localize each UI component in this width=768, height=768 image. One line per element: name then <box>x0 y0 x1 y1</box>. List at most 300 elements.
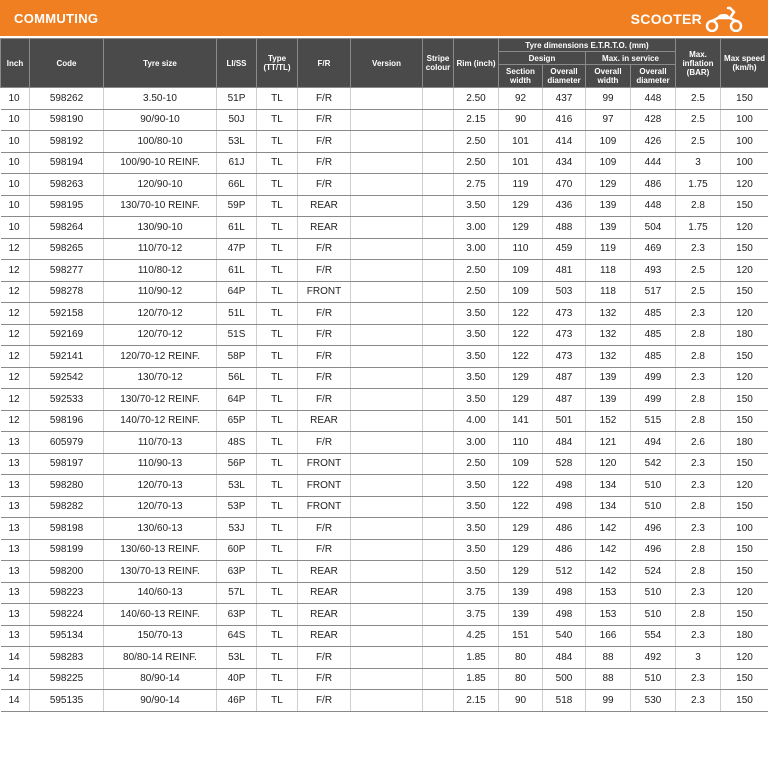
cell-version <box>351 281 423 303</box>
cell-overall-diameter-service: 510 <box>631 668 676 690</box>
cell-fr: REAR <box>298 625 351 647</box>
cell-overall-width: 119 <box>586 238 631 260</box>
header-dimensions: Tyre dimensions E.T.R.T.O. (mm) <box>499 39 676 52</box>
cell-max-inflation: 2.3 <box>676 475 721 497</box>
cell-type: TL <box>257 432 298 454</box>
table-row <box>1 88 768 110</box>
cell-rim: 2.50 <box>454 88 499 110</box>
header-section-width: Section width <box>499 65 543 88</box>
cell-max-inflation: 2.8 <box>676 195 721 217</box>
cell-overall-diameter: 498 <box>543 475 586 497</box>
cell-version <box>351 432 423 454</box>
cell-section-width: 129 <box>499 217 543 239</box>
cell-max-speed: 150 <box>721 539 768 561</box>
cell-overall-width: 88 <box>586 668 631 690</box>
cell-overall-diameter-service: 485 <box>631 303 676 325</box>
cell-code: 598194 <box>30 152 104 174</box>
header-code: Code <box>30 39 104 88</box>
cell-code: 598195 <box>30 195 104 217</box>
tyre-table <box>0 38 768 712</box>
cell-type: TL <box>257 303 298 325</box>
cell-li-ss: 63P <box>217 604 257 626</box>
cell-section-width: 119 <box>499 174 543 196</box>
cell-max-inflation: 2.5 <box>676 109 721 131</box>
cell-max-speed: 120 <box>721 647 768 669</box>
cell-inch: 12 <box>1 281 30 303</box>
cell-overall-diameter-service: 510 <box>631 496 676 518</box>
cell-code: 592169 <box>30 324 104 346</box>
cell-version <box>351 625 423 647</box>
cell-max-inflation: 2.8 <box>676 539 721 561</box>
cell-rim: 3.50 <box>454 389 499 411</box>
header-rim: Rim (inch) <box>454 39 499 88</box>
cell-stripe <box>423 131 454 153</box>
cell-tyre-size: 3.50-10 <box>104 88 217 110</box>
cell-overall-diameter-service: 469 <box>631 238 676 260</box>
cell-section-width: 80 <box>499 647 543 669</box>
table-row <box>1 131 768 153</box>
cell-section-width: 129 <box>499 539 543 561</box>
cell-fr: F/R <box>298 346 351 368</box>
cell-stripe <box>423 152 454 174</box>
cell-overall-width: 129 <box>586 174 631 196</box>
table-row <box>1 389 768 411</box>
table-row <box>1 561 768 583</box>
cell-section-width: 129 <box>499 389 543 411</box>
cell-overall-width: 139 <box>586 367 631 389</box>
cell-li-ss: 56L <box>217 367 257 389</box>
cell-section-width: 129 <box>499 195 543 217</box>
cell-li-ss: 64P <box>217 281 257 303</box>
cell-code: 605979 <box>30 432 104 454</box>
cell-section-width: 122 <box>499 303 543 325</box>
cell-overall-width: 142 <box>586 561 631 583</box>
cell-section-width: 101 <box>499 152 543 174</box>
table-row <box>1 281 768 303</box>
cell-tyre-size: 120/70-13 <box>104 475 217 497</box>
cell-section-width: 122 <box>499 346 543 368</box>
cell-max-inflation: 2.8 <box>676 324 721 346</box>
cell-li-ss: 47P <box>217 238 257 260</box>
cell-code: 598277 <box>30 260 104 282</box>
cell-tyre-size: 120/70-12 <box>104 324 217 346</box>
cell-rim: 2.50 <box>454 453 499 475</box>
cell-code: 598283 <box>30 647 104 669</box>
cell-fr: F/R <box>298 389 351 411</box>
cell-fr: F/R <box>298 690 351 712</box>
cell-type: TL <box>257 625 298 647</box>
cell-overall-diameter-service: 426 <box>631 131 676 153</box>
cell-overall-diameter-service: 530 <box>631 690 676 712</box>
cell-li-ss: 61J <box>217 152 257 174</box>
cell-li-ss: 51L <box>217 303 257 325</box>
table-row <box>1 582 768 604</box>
cell-li-ss: 64S <box>217 625 257 647</box>
cell-rim: 3.50 <box>454 475 499 497</box>
cell-fr: REAR <box>298 604 351 626</box>
cell-inch: 12 <box>1 260 30 282</box>
cell-overall-width: 132 <box>586 324 631 346</box>
cell-overall-width: 132 <box>586 303 631 325</box>
category-title: COMMUTING <box>14 11 99 26</box>
cell-stripe <box>423 432 454 454</box>
table-row <box>1 109 768 131</box>
cell-overall-diameter: 501 <box>543 410 586 432</box>
cell-stripe <box>423 238 454 260</box>
cell-inch: 12 <box>1 410 30 432</box>
cell-stripe <box>423 324 454 346</box>
table-row <box>1 217 768 239</box>
cell-section-width: 109 <box>499 453 543 475</box>
cell-max-speed: 150 <box>721 668 768 690</box>
cell-overall-diameter: 473 <box>543 303 586 325</box>
cell-tyre-size: 140/70-12 REINF. <box>104 410 217 432</box>
cell-type: TL <box>257 217 298 239</box>
cell-fr: F/R <box>298 152 351 174</box>
cell-overall-width: 166 <box>586 625 631 647</box>
cell-max-inflation: 2.3 <box>676 238 721 260</box>
cell-overall-diameter: 470 <box>543 174 586 196</box>
cell-max-speed: 120 <box>721 174 768 196</box>
cell-overall-diameter-service: 510 <box>631 475 676 497</box>
cell-type: TL <box>257 367 298 389</box>
table-row <box>1 604 768 626</box>
cell-overall-width: 118 <box>586 281 631 303</box>
cell-version <box>351 518 423 540</box>
cell-fr: F/R <box>298 668 351 690</box>
cell-max-speed: 150 <box>721 496 768 518</box>
cell-code: 598264 <box>30 217 104 239</box>
table-row <box>1 647 768 669</box>
cell-rim: 2.50 <box>454 131 499 153</box>
cell-fr: F/R <box>298 432 351 454</box>
cell-rim: 2.50 <box>454 152 499 174</box>
cell-max-speed: 150 <box>721 410 768 432</box>
table-row <box>1 668 768 690</box>
cell-overall-diameter-service: 554 <box>631 625 676 647</box>
cell-type: TL <box>257 174 298 196</box>
cell-fr: F/R <box>298 303 351 325</box>
cell-max-inflation: 2.5 <box>676 260 721 282</box>
cell-version <box>351 346 423 368</box>
cell-section-width: 122 <box>499 496 543 518</box>
cell-fr: FRONT <box>298 475 351 497</box>
cell-max-inflation: 2.3 <box>676 582 721 604</box>
table-row <box>1 453 768 475</box>
cell-stripe <box>423 303 454 325</box>
cell-code: 598224 <box>30 604 104 626</box>
cell-stripe <box>423 174 454 196</box>
cell-max-speed: 120 <box>721 582 768 604</box>
cell-overall-diameter: 473 <box>543 324 586 346</box>
cell-code: 598262 <box>30 88 104 110</box>
cell-overall-diameter-service: 524 <box>631 561 676 583</box>
cell-type: TL <box>257 238 298 260</box>
cell-version <box>351 582 423 604</box>
cell-fr: F/R <box>298 647 351 669</box>
cell-tyre-size: 80/80-14 REINF. <box>104 647 217 669</box>
cell-li-ss: 53L <box>217 647 257 669</box>
cell-section-width: 109 <box>499 260 543 282</box>
cell-tyre-size: 110/90-12 <box>104 281 217 303</box>
cell-overall-diameter: 498 <box>543 604 586 626</box>
cell-overall-diameter: 486 <box>543 518 586 540</box>
cell-max-inflation: 1.75 <box>676 174 721 196</box>
cell-max-speed: 150 <box>721 88 768 110</box>
cell-tyre-size: 130/60-13 <box>104 518 217 540</box>
section-title: SCOOTER <box>630 11 702 27</box>
cell-tyre-size: 80/90-14 <box>104 668 217 690</box>
cell-li-ss: 40P <box>217 668 257 690</box>
cell-stripe <box>423 647 454 669</box>
cell-section-width: 80 <box>499 668 543 690</box>
cell-tyre-size: 130/70-13 REINF. <box>104 561 217 583</box>
cell-inch: 13 <box>1 539 30 561</box>
cell-inch: 13 <box>1 496 30 518</box>
cell-inch: 13 <box>1 475 30 497</box>
cell-rim: 3.50 <box>454 195 499 217</box>
cell-overall-width: 142 <box>586 518 631 540</box>
cell-max-speed: 100 <box>721 131 768 153</box>
cell-max-speed: 100 <box>721 152 768 174</box>
table-row <box>1 238 768 260</box>
cell-version <box>351 109 423 131</box>
cell-rim: 2.75 <box>454 174 499 196</box>
cell-code: 598197 <box>30 453 104 475</box>
header-max-inflation: Max. inflation (BAR) <box>676 39 721 88</box>
cell-tyre-size: 130/70-12 <box>104 367 217 389</box>
cell-stripe <box>423 367 454 389</box>
cell-max-inflation: 2.8 <box>676 410 721 432</box>
cell-fr: F/R <box>298 238 351 260</box>
cell-rim: 3.75 <box>454 582 499 604</box>
cell-overall-diameter-service: 499 <box>631 367 676 389</box>
cell-max-speed: 150 <box>721 604 768 626</box>
cell-inch: 13 <box>1 625 30 647</box>
cell-section-width: 129 <box>499 518 543 540</box>
header-overall-diameter: Overall diameter <box>543 65 586 88</box>
cell-overall-width: 139 <box>586 389 631 411</box>
cell-max-speed: 120 <box>721 303 768 325</box>
cell-max-inflation: 2.3 <box>676 453 721 475</box>
cell-type: TL <box>257 346 298 368</box>
cell-inch: 13 <box>1 604 30 626</box>
header-overall-diameter-service: Overall diameter <box>631 65 676 88</box>
cell-li-ss: 53P <box>217 496 257 518</box>
table-row <box>1 367 768 389</box>
cell-type: TL <box>257 582 298 604</box>
cell-overall-diameter: 416 <box>543 109 586 131</box>
cell-overall-diameter-service: 496 <box>631 518 676 540</box>
cell-code: 598198 <box>30 518 104 540</box>
cell-version <box>351 389 423 411</box>
header-inch: Inch <box>1 39 30 88</box>
cell-code: 598280 <box>30 475 104 497</box>
cell-max-speed: 150 <box>721 281 768 303</box>
cell-li-ss: 46P <box>217 690 257 712</box>
header-banner <box>0 0 768 36</box>
cell-overall-diameter-service: 542 <box>631 453 676 475</box>
cell-inch: 12 <box>1 303 30 325</box>
table-row <box>1 346 768 368</box>
cell-overall-diameter: 486 <box>543 539 586 561</box>
cell-overall-width: 99 <box>586 88 631 110</box>
cell-tyre-size: 110/80-12 <box>104 260 217 282</box>
cell-overall-diameter: 434 <box>543 152 586 174</box>
cell-max-inflation: 2.8 <box>676 389 721 411</box>
cell-version <box>351 303 423 325</box>
cell-fr: F/R <box>298 131 351 153</box>
cell-tyre-size: 100/90-10 REINF. <box>104 152 217 174</box>
cell-li-ss: 51S <box>217 324 257 346</box>
cell-type: TL <box>257 88 298 110</box>
cell-stripe <box>423 561 454 583</box>
cell-overall-width: 142 <box>586 539 631 561</box>
cell-version <box>351 260 423 282</box>
cell-tyre-size: 150/70-13 <box>104 625 217 647</box>
cell-li-ss: 61L <box>217 217 257 239</box>
cell-fr: F/R <box>298 367 351 389</box>
cell-section-width: 92 <box>499 88 543 110</box>
cell-overall-width: 139 <box>586 195 631 217</box>
cell-tyre-size: 120/90-10 <box>104 174 217 196</box>
cell-code: 592542 <box>30 367 104 389</box>
cell-max-speed: 150 <box>721 195 768 217</box>
cell-type: TL <box>257 260 298 282</box>
table-body <box>1 88 768 712</box>
cell-rim: 3.50 <box>454 539 499 561</box>
header-design: Design <box>499 52 586 65</box>
table-row <box>1 303 768 325</box>
cell-li-ss: 64P <box>217 389 257 411</box>
cell-li-ss: 60P <box>217 539 257 561</box>
cell-inch: 10 <box>1 174 30 196</box>
cell-code: 598199 <box>30 539 104 561</box>
cell-overall-width: 99 <box>586 690 631 712</box>
cell-tyre-size: 140/60-13 <box>104 582 217 604</box>
cell-section-width: 129 <box>499 561 543 583</box>
cell-overall-diameter-service: 428 <box>631 109 676 131</box>
cell-overall-width: 109 <box>586 131 631 153</box>
cell-section-width: 122 <box>499 475 543 497</box>
cell-max-speed: 100 <box>721 518 768 540</box>
cell-overall-diameter: 459 <box>543 238 586 260</box>
cell-overall-diameter-service: 515 <box>631 410 676 432</box>
cell-fr: REAR <box>298 217 351 239</box>
cell-overall-diameter: 487 <box>543 389 586 411</box>
table-row <box>1 410 768 432</box>
cell-version <box>351 324 423 346</box>
cell-version <box>351 152 423 174</box>
table-row <box>1 152 768 174</box>
cell-overall-diameter-service: 485 <box>631 346 676 368</box>
cell-rim: 4.25 <box>454 625 499 647</box>
cell-max-inflation: 2.8 <box>676 604 721 626</box>
header-fr: F/R <box>298 39 351 88</box>
cell-tyre-size: 110/90-13 <box>104 453 217 475</box>
cell-overall-diameter: 498 <box>543 496 586 518</box>
header-stripe: Stripe colour <box>423 39 454 88</box>
cell-li-ss: 56P <box>217 453 257 475</box>
cell-overall-diameter-service: 486 <box>631 174 676 196</box>
cell-rim: 2.50 <box>454 260 499 282</box>
cell-section-width: 101 <box>499 131 543 153</box>
table-row <box>1 690 768 712</box>
table-row <box>1 539 768 561</box>
cell-code: 592158 <box>30 303 104 325</box>
cell-type: TL <box>257 195 298 217</box>
cell-overall-diameter: 503 <box>543 281 586 303</box>
cell-rim: 3.75 <box>454 604 499 626</box>
cell-overall-width: 134 <box>586 475 631 497</box>
cell-max-speed: 180 <box>721 432 768 454</box>
cell-max-speed: 100 <box>721 109 768 131</box>
cell-tyre-size: 120/70-13 <box>104 496 217 518</box>
cell-stripe <box>423 453 454 475</box>
cell-stripe <box>423 668 454 690</box>
cell-overall-width: 153 <box>586 604 631 626</box>
cell-fr: REAR <box>298 582 351 604</box>
cell-overall-width: 120 <box>586 453 631 475</box>
cell-inch: 12 <box>1 238 30 260</box>
cell-overall-width: 118 <box>586 260 631 282</box>
cell-stripe <box>423 260 454 282</box>
cell-section-width: 90 <box>499 109 543 131</box>
cell-overall-diameter: 484 <box>543 432 586 454</box>
cell-li-ss: 58P <box>217 346 257 368</box>
cell-fr: REAR <box>298 410 351 432</box>
cell-overall-diameter: 488 <box>543 217 586 239</box>
cell-max-inflation: 2.3 <box>676 303 721 325</box>
cell-code: 598196 <box>30 410 104 432</box>
cell-stripe <box>423 582 454 604</box>
cell-rim: 3.50 <box>454 324 499 346</box>
cell-max-speed: 120 <box>721 260 768 282</box>
cell-code: 592533 <box>30 389 104 411</box>
cell-inch: 12 <box>1 324 30 346</box>
cell-stripe <box>423 410 454 432</box>
cell-fr: FRONT <box>298 453 351 475</box>
cell-tyre-size: 110/70-13 <box>104 432 217 454</box>
cell-stripe <box>423 539 454 561</box>
cell-inch: 10 <box>1 152 30 174</box>
cell-version <box>351 647 423 669</box>
cell-overall-width: 139 <box>586 217 631 239</box>
cell-overall-diameter-service: 494 <box>631 432 676 454</box>
cell-fr: FRONT <box>298 281 351 303</box>
cell-li-ss: 63P <box>217 561 257 583</box>
cell-tyre-size: 120/70-12 <box>104 303 217 325</box>
cell-max-speed: 180 <box>721 625 768 647</box>
cell-overall-diameter-service: 496 <box>631 539 676 561</box>
cell-overall-diameter-service: 517 <box>631 281 676 303</box>
cell-stripe <box>423 195 454 217</box>
cell-stripe <box>423 109 454 131</box>
cell-type: TL <box>257 389 298 411</box>
cell-type: TL <box>257 539 298 561</box>
cell-li-ss: 51P <box>217 88 257 110</box>
cell-version <box>351 195 423 217</box>
cell-overall-width: 152 <box>586 410 631 432</box>
cell-code: 598282 <box>30 496 104 518</box>
cell-version <box>351 539 423 561</box>
cell-code: 598265 <box>30 238 104 260</box>
table-row <box>1 324 768 346</box>
cell-rim: 3.50 <box>454 346 499 368</box>
cell-tyre-size: 90/90-14 <box>104 690 217 712</box>
cell-max-inflation: 2.5 <box>676 131 721 153</box>
cell-version <box>351 475 423 497</box>
